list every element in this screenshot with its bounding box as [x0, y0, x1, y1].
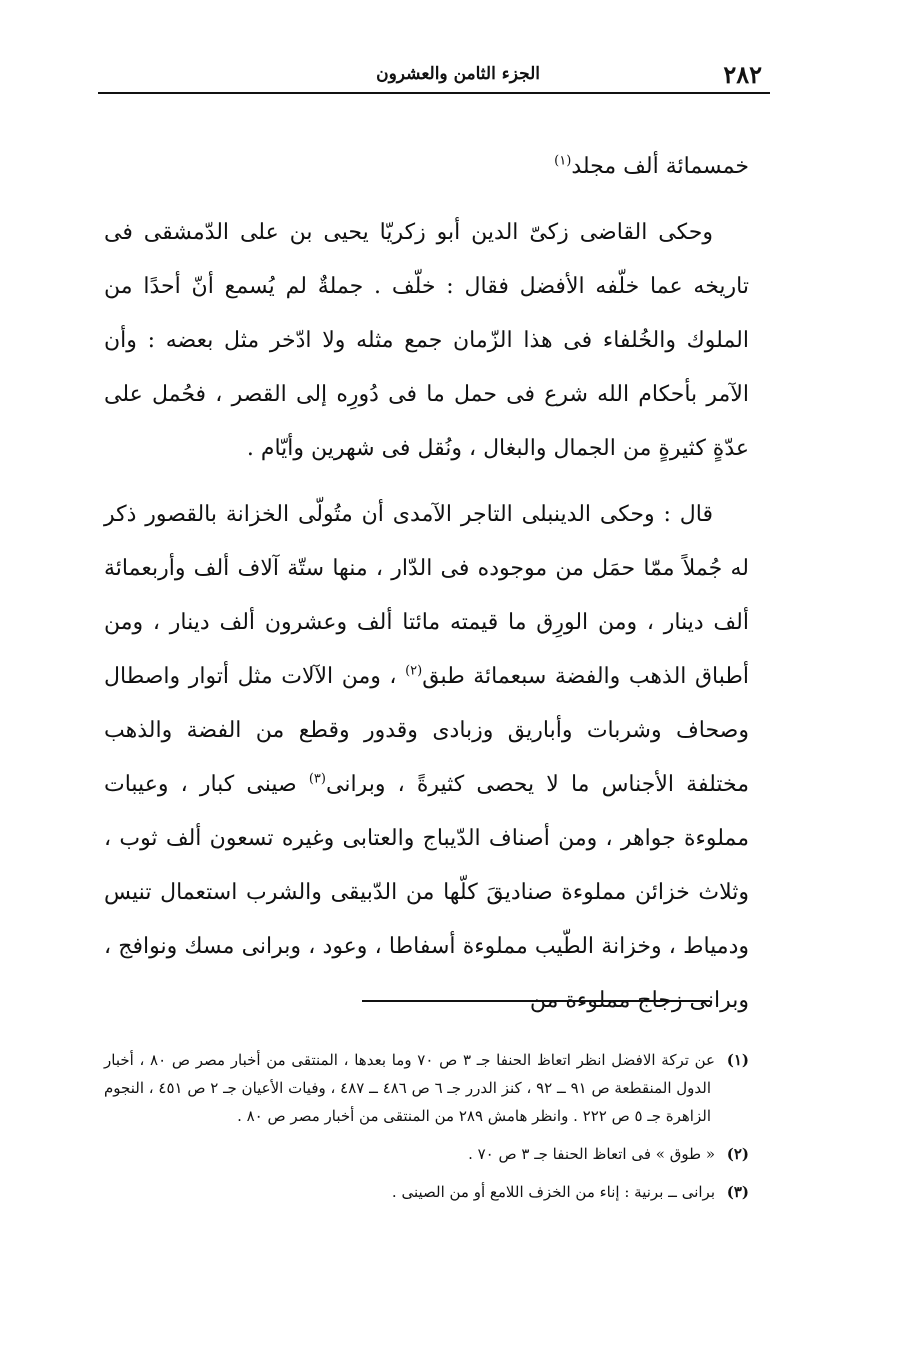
- paragraph-1-text: خمسمائة ألف مجلد: [571, 154, 749, 179]
- footnote-text: « طوق » فى اتعاظ الحنفا جـ ٣ ص ٧٠ .: [468, 1145, 715, 1163]
- footnote-ref-2: (٢): [405, 663, 423, 679]
- paragraph-1: [104, 140, 749, 194]
- header-rule: [98, 92, 770, 94]
- footnote-text: برانى ــ برنية : إناء من الخزف اللامع أو من الصينى .: [391, 1183, 715, 1201]
- footnote-ref-3: (٣): [308, 771, 326, 787]
- footnote-2: [104, 1140, 749, 1168]
- footnotes: [104, 1046, 749, 1216]
- paragraph-3-text-b: ، ومن الآلات مثل أتوار واصطال وصحاف وشربات وأباريق وزبادى وقدور وقطع من الفضة والذهب مختلفة الأجناس ما لا يحصى كثيرةً ، وبرانى: [104, 664, 749, 797]
- footnote-rule: [362, 1000, 710, 1002]
- paragraph-3: [104, 488, 749, 1028]
- running-title: الجزء الثامن والعشرون: [376, 64, 540, 84]
- footnote-ref-1: (١): [554, 153, 572, 169]
- paragraph-2: وحكى القاضى زكىّ الدين أبو زكريّا يحيى بن على الدّمشقى فى تاريخه عما خلّفه الأفضل فقال : خلّف . جملةٌ لم يُسمع أنّ أحدًا من الملوك والخُلفاء فى هذا الزّمان جمع مثله ولا ادّخر مثل بعضه : وأن الآمر بأحكام الله شرع فى حمل ما فى دُورِه إلى القصر ، فحُمل على عدّةٍ كثيرةٍ من الجمال والبغال ، ونُقل فى شهرين وأيّام .: [104, 220, 749, 461]
- footnote-number: (١): [726, 1051, 749, 1069]
- footnote-number: (٢): [726, 1145, 749, 1163]
- footnote-3: [104, 1178, 749, 1206]
- footnote-number: (٣): [726, 1183, 749, 1201]
- page-header: [98, 58, 770, 92]
- main-text: [104, 140, 749, 1028]
- footnote-text: عن تركة الافضل انظر اتعاظ الحنفا جـ ٣ ص ٧٠ وما بعدها ، المنتقى من أخبار مصر ص ٨٠ ، أخبار الدول المنقطعة ص ٩١ ــ ٩٢ ، كنز الدرر جـ ٦ ص ٤٨٦ ــ ٤٨٧ ، وفيات الأعيان جـ ٢ ص ٤٥١ ، النجوم الزاهرة جـ ٥ ص ٢٢٢ . وانظر هامش ٢٨٩ من المنتقى من أخبار مصر ص ٨٠ .: [104, 1051, 715, 1125]
- paragraph-3-text-c: صينى كبار ، وعيبات مملوءة جواهر ، ومن أصناف الدّيباج والعتابى وغيره تسعون ألف ثوب ، وثلاث خزائن مملوءة صناديقَ كلّها من الدّبيقى والشرب استعمال تنيس ودمياط ، وخزانة الطّيب مملوءة أسفاطا ، وعود ، وبرانى مسك ونوافج ، وبرانى زجاج مملوءة من: [104, 772, 749, 1013]
- paragraph-3-text-a: قال : وحكى الدينبلى التاجر الآمدى أن متُولّى الخزانة بالقصور ذكر له جُملاً ممّا حمَل من موجوده فى الدّار ، منها ستّة آلاف ألف وأربعمائة ألف دينار ، ومن الورِق ما قيمته مائتا ألف وعشرون ألف دينار ، ومن أطباق الذهب والفضة سبعمائة طبق: [104, 502, 749, 689]
- page-number: ٢٨٢: [723, 60, 762, 89]
- footnote-1: [104, 1046, 749, 1130]
